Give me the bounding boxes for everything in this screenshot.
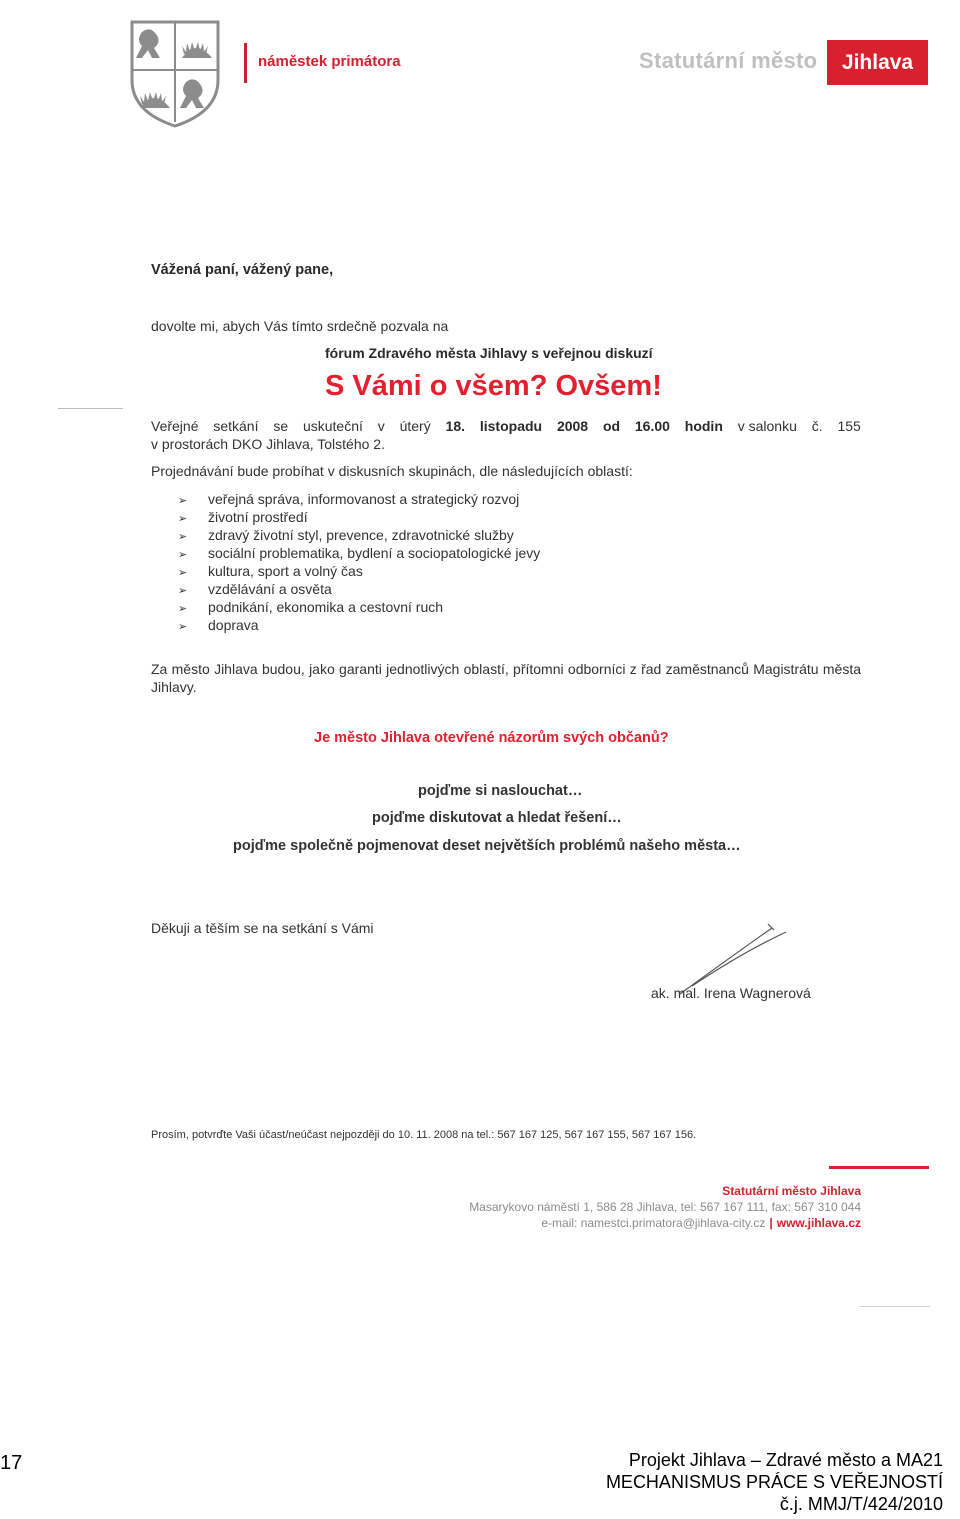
meeting-room: v salonku [737, 418, 797, 434]
meeting-date: listopadu [479, 418, 543, 434]
footer-email: e-mail: namestci.primatora@jihlava-city.cz [541, 1216, 766, 1230]
bullet-arrow-icon: ➢ [178, 513, 188, 525]
list-item [178, 526, 540, 544]
scan-artifact [860, 1306, 930, 1307]
agenda-intro: Projednávání bude probíhat v diskusních skupinách, dle následujících oblastí: [151, 463, 633, 479]
meeting-word: uskuteční [302, 418, 363, 434]
list-item [178, 490, 540, 508]
footer-contact [541, 1216, 861, 1230]
topic-label: životní prostředí [208, 509, 308, 525]
footer-address: Masarykovo náměstí 1, 586 28 Jihlava, tel: 567 167 111, fax: 567 310 044 [469, 1200, 861, 1214]
list-item [178, 544, 540, 562]
topic-label: podnikání, ekonomika a cestovní ruch [208, 599, 444, 615]
city-badge [827, 40, 928, 85]
meeting-word: setkání [213, 418, 259, 434]
list-item [178, 508, 540, 526]
topic-list [178, 490, 540, 634]
bullet-arrow-icon: ➢ [178, 495, 188, 507]
meeting-announcement [151, 418, 861, 434]
meeting-time: hodin [684, 418, 723, 434]
call-to-action: pojďme si naslouchat… [418, 783, 583, 799]
topic-label: zdravý životní styl, prevence, zdravotnické služby [208, 527, 514, 543]
meeting-word: v [377, 418, 385, 434]
bullet-arrow-icon: ➢ [178, 531, 188, 543]
call-to-action: pojďme diskutovat a hledat řešení… [372, 810, 622, 826]
event-slogan: S Vámi o všem? Ovšem! [325, 370, 662, 402]
meeting-word: úterý [399, 418, 431, 434]
topic-label: vzdělávání a osvěta [208, 581, 332, 597]
list-item [178, 562, 540, 580]
signer-name: ak. mal. Irena Wagnerová [651, 985, 811, 1001]
header-red-bar [244, 43, 247, 83]
meeting-place: v prostorách DKO Jihlava, Tolstého 2. [151, 436, 385, 452]
bullet-arrow-icon: ➢ [178, 621, 188, 633]
list-item [178, 598, 540, 616]
bullet-arrow-icon: ➢ [178, 603, 188, 615]
bullet-arrow-icon: ➢ [178, 585, 188, 597]
meeting-date: 18. [445, 418, 466, 434]
rsvp-note: Prosím, potvrďte Vaši účast/neúčast nejpozději do 10. 11. 2008 na tel.: 567 167 125, 567 167 155, 567 167 156. [151, 1129, 697, 1141]
meeting-time: 16.00 [634, 418, 670, 434]
reference-number: č.j. MMJ/T/424/2010 [779, 1494, 943, 1514]
city-badge-label: Jihlava [841, 51, 914, 74]
bullet-arrow-icon: ➢ [178, 567, 188, 579]
call-to-action: pojďme společně pojmenovat deset největších problémů našeho města… [233, 838, 741, 854]
meeting-room: 155 [837, 418, 861, 434]
bullet-arrow-icon: ➢ [178, 549, 188, 561]
meeting-room: č. [811, 418, 823, 434]
deputy-mayor-title: náměstek primátora [258, 53, 401, 70]
scan-artifact [58, 408, 123, 409]
topic-label: kultura, sport a volný čas [208, 563, 363, 579]
topic-label: sociální problematika, bydlení a sociopatologické jevy [208, 545, 541, 561]
footer-city: Statutární město Jihlava [722, 1184, 861, 1198]
list-item [178, 616, 540, 634]
meeting-word: se [273, 418, 289, 434]
rhetorical-question: Je město Jihlava otevřené názorům svých občanů? [314, 730, 669, 746]
topic-label: doprava [208, 617, 259, 633]
intro-line: dovolte mi, abych Vás tímto srdečně pozvala na [151, 318, 449, 334]
project-title: Projekt Jihlava – Zdravé město a MA21 [628, 1450, 943, 1470]
city-name-logo: Statutární město [639, 48, 818, 73]
meeting-date: 2008 [556, 418, 589, 434]
meeting-time: od [602, 418, 621, 434]
salutation: Vážená paní, vážený pane, [151, 262, 334, 278]
topic-label: veřejná správa, informovanost a strategický rozvoj [208, 491, 520, 507]
list-item [178, 580, 540, 598]
guarantors-paragraph: Za město Jihlava budou, jako garanti jednotlivých oblastí, přítomni odborníci z řad zaměstnanců Magistrátu města Jihlavy. [151, 661, 861, 695]
section-title: MECHANISMUS PRÁCE S VEŘEJNOSTÍ [605, 1472, 943, 1492]
meeting-word: Veřejné [151, 418, 199, 434]
coat-of-arms-icon [128, 18, 222, 130]
forum-title: fórum Zdravého města Jihlavy s veřejnou diskuzí [325, 345, 653, 361]
closing-line: Děkuji a těším se na setkání s Vámi [151, 920, 374, 936]
footer-separator: | [769, 1216, 773, 1230]
footer-red-rule [829, 1166, 929, 1169]
footer-web-link[interactable]: www.jihlava.cz [776, 1216, 861, 1230]
page-number: 17 [0, 1452, 23, 1474]
